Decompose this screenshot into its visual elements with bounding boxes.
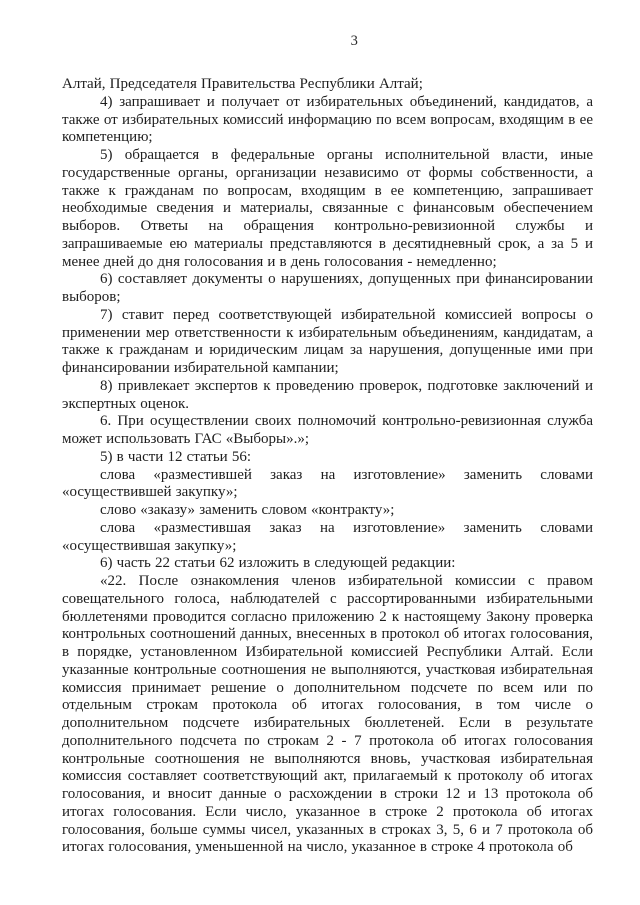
paragraph: 5) обращается в федеральные органы исполнительной власти, иные государственные органы, организации независимо от формы собственности, а также к гражданам по вопросам, входящим в ее компетенцию, запрашивает необходимые сведения и материалы, связанные с финансовым обеспечением выборов. Ответы на обращения контрольно-ревизионной службы и запрашиваемые ею материалы представляются в десятидневный срок, а за 5 и менее дней до дня голосования и в день голосования - немедленно;: [62, 147, 593, 270]
paragraph: 6. При осуществлении своих полномочий контрольно-ревизионная служба может использовать ГАС «Выборы».»;: [62, 413, 593, 447]
paragraph: слово «заказу» заменить словом «контракту»;: [100, 502, 395, 518]
paragraph: 4) запрашивает и получает от избирательных объединений, кандидатов, а также от избирательных комиссий информацию по всем вопросам, входящим в ее компетенцию;: [62, 93, 593, 146]
document-text: [62, 76, 593, 857]
paragraph: 6) часть 22 статьи 62 изложить в следующей редакции:: [100, 555, 456, 572]
page-number: 3: [350, 33, 359, 49]
paragraph: 7) ставит перед соответствующей избирательной комиссией вопросы о применении мер ответственности к избирательным объединениям, кандидатам, а также к гражданам и юридическим лицам за нарушения, допущенные ими при финансировании избирательной кампании;: [62, 306, 593, 376]
paragraph: 5) в части 12 статьи 56:: [100, 448, 252, 465]
paragraph: Алтай, Председателя Правительства Республики Алтай;: [62, 76, 423, 92]
paragraph: слова «разместившая заказ на изготовление» заменить словами «осуществившая закупку»;: [62, 519, 593, 554]
paragraph: 8) привлекает экспертов к проведению проверок, подготовке заключений и экспертных оценок.: [62, 377, 593, 412]
paragraph: 6) составляет документы о нарушениях, допущенных при финансировании выборов;: [62, 271, 593, 305]
paragraph: «22. После ознакомления членов избирательной комиссии с правом совещательного голоса, наблюдателей с рассортированными избирательными бюллетенями проводится согласно приложению 2 к настоящему Закону проверка контрольных соотношений данных, внесенных в протокол об итогах голосования, в порядке, установленном Избирательной комиссией Республики Алтай. Если указанные контрольные соотношения не выполняются, участковая избирательная комиссия принимает решение о дополнительном подсчете по всем или по отдельным строкам протокола об итогах голосования, в том числе о дополнительном подсчете избирательных бюллетеней. Если в результате дополнительного подсчета по строкам 2 - 7 протокола об итогах голосования контрольные соотношения не выполняются вновь, участковая избирательная комиссия составляет соответствующий акт, прилагаемый к протоколу об итогах голосования, и вносит данные о расхождении в строки 12 и 13 протокола об итогах голосования. Если число, указанное в строке 2 протокола об итогах голосования, больше суммы чисел, указанных в строках 3, 5, 6 и 7 протокола об итогах голосования, уменьшенной на число, указанное в строке 4 протокола об: [62, 573, 593, 856]
paragraph: слова «разместившей заказ на изготовление» заменить словами «осуществившей закупку»;: [62, 466, 593, 501]
